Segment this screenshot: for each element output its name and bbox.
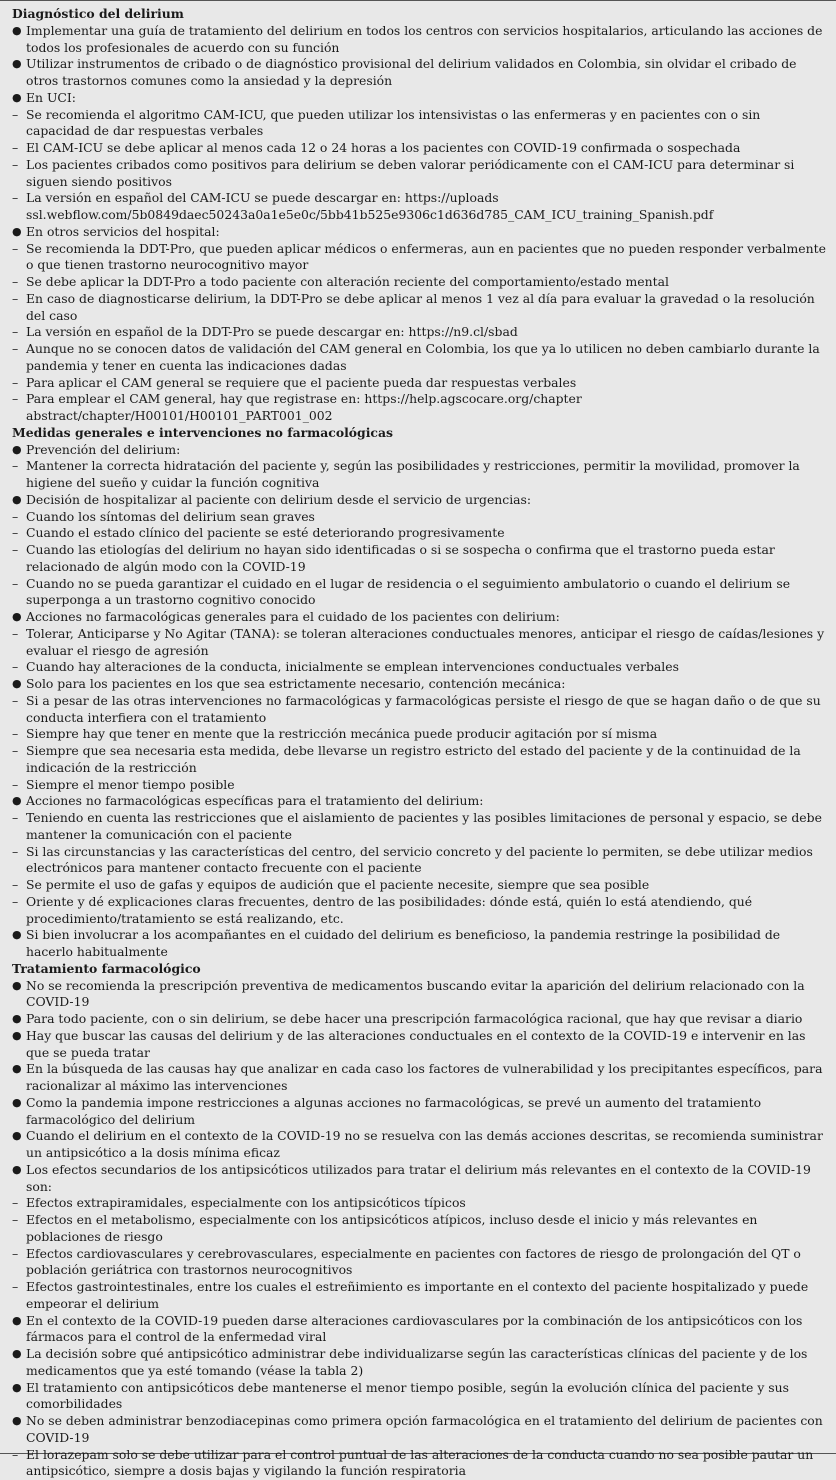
dash-item — [12, 509, 826, 526]
dash-icon: – — [12, 391, 18, 408]
item-text: No se recomienda la prescripción preventiva de medicamentos buscando evitar la aparición del delirium relacionado con la COVID-19 — [26, 978, 805, 1010]
item-text: Como la pandemia impone restricciones a algunas acciones no farmacológicas, se prevé un aumento del tratamiento farmacológico del delirium — [26, 1095, 761, 1127]
dash-icon: – — [12, 1246, 18, 1263]
dash-item — [12, 107, 826, 141]
bullet-icon: ● — [12, 1313, 22, 1330]
dash-item — [12, 324, 826, 341]
item-text: Para aplicar el CAM general se requiere que el paciente pueda dar respuestas verbales — [26, 375, 576, 390]
dash-item — [12, 157, 826, 191]
item-text: La versión en español de la DDT-Pro se puede descargar en: https://n9.cl/sbad — [26, 324, 518, 339]
section-heading: Medidas generales e intervenciones no farmacológicas — [12, 425, 826, 442]
item-text: Se permite el uso de gafas y equipos de audición que el paciente necesite, siempre que sea posible — [26, 877, 649, 892]
item-text: La decisión sobre qué antipsicótico administrar debe individualizarse según las características clínicas del paciente y de los medicamentos que ya esté tomando (véase la tabla 2) — [26, 1346, 807, 1378]
dash-item — [12, 810, 826, 844]
item-text: Si las circunstancias y las características del centro, del servicio concreto y del paciente lo permiten, se debe utilizar medios electrónicos para mantener contacto frecuente con el paciente — [26, 844, 813, 876]
dash-item — [12, 458, 826, 492]
bullet-item — [12, 56, 826, 90]
item-text: En la búsqueda de las causas hay que analizar en cada caso los factores de vulnerabilidad y los precipitantes específicos, para racionalizar al máximo las intervenciones — [26, 1061, 822, 1093]
item-text: Solo para los pacientes en los que sea estrictamente necesario, contención mecánica: — [26, 676, 565, 691]
dash-icon: – — [12, 844, 18, 861]
item-text: El tratamiento con antipsicóticos debe mantenerse el menor tiempo posible, según la evolución clínica del paciente y sus comorbilidades — [26, 1380, 789, 1412]
bullet-icon: ● — [12, 23, 22, 40]
dash-icon: – — [12, 877, 18, 894]
section-heading: Tratamiento farmacológico — [12, 961, 826, 978]
bullet-item — [12, 1128, 826, 1162]
bullet-item — [12, 1162, 826, 1196]
dash-icon: – — [12, 777, 18, 794]
dash-item — [12, 241, 826, 275]
item-text: Cuando hay alteraciones de la conducta, inicialmente se emplean intervenciones conductuales verbales — [26, 659, 679, 674]
item-text: Se recomienda la DDT-Pro, que pueden aplicar médicos o enfermeras, aun en pacientes que no pueden responder verbalmente o que tienen trastorno neurocognitivo mayor — [26, 241, 826, 273]
dash-icon: – — [12, 726, 18, 743]
bullet-item — [12, 1380, 826, 1414]
dash-icon: – — [12, 509, 18, 526]
bullet-icon: ● — [12, 1380, 22, 1397]
item-text: Aunque no se conocen datos de validación del CAM general en Colombia, los que ya lo utilicen no deben cambiarlo durante la pandemia y tener en cuenta las indicaciones dadas — [26, 341, 820, 373]
dash-icon: – — [12, 458, 18, 475]
dash-icon: – — [12, 375, 18, 392]
dash-item — [12, 1447, 826, 1480]
dash-icon: – — [12, 291, 18, 308]
dash-item — [12, 375, 826, 392]
bullet-icon: ● — [12, 676, 22, 693]
bullet-item — [12, 1346, 826, 1380]
dash-icon: – — [12, 157, 18, 174]
dash-item — [12, 844, 826, 878]
bullet-icon: ● — [12, 1162, 22, 1179]
dash-item — [12, 1279, 826, 1313]
item-text: El CAM-ICU se debe aplicar al menos cada 12 o 24 horas a los pacientes con COVID-19 confirmada o sospechada — [26, 140, 740, 155]
item-text: Hay que buscar las causas del delirium y de las alteraciones conductuales en el contexto de la COVID-19 e intervenir en las que se pueda tratar — [26, 1028, 806, 1060]
dash-icon: – — [12, 274, 18, 291]
item-text: Si a pesar de las otras intervenciones no farmacológicas y farmacológicas persiste el riesgo de que se hagan daño o de que su conducta interfiera con el tratamiento — [26, 693, 821, 725]
bullet-item — [12, 1413, 826, 1447]
dash-icon: – — [12, 190, 18, 207]
dash-item — [12, 1195, 826, 1212]
item-text: En otros servicios del hospital: — [26, 224, 220, 239]
recommendations-box — [0, 2, 836, 1454]
dash-icon: – — [12, 324, 18, 341]
dash-item — [12, 1246, 826, 1280]
dash-item — [12, 291, 826, 325]
item-text: Los pacientes cribados como positivos para delirium se deben valorar periódicamente con el CAM-ICU para determinar si siguen siendo positivos — [26, 157, 794, 189]
bullet-item — [12, 492, 826, 509]
dash-item — [12, 777, 826, 794]
item-text: Tolerar, Anticiparse y No Agitar (TANA): se toleran alteraciones conductuales menores, anticipar el riesgo de caídas/lesiones y evaluar el riesgo de agresión — [26, 626, 824, 658]
item-text: Cuando las etiologías del delirium no hayan sido identificadas o si se sospecha o confirma que el trastorno pueda estar relacionado de algún modo con la COVID-19 — [26, 542, 775, 574]
section-heading: Diagnóstico del delirium — [12, 6, 826, 23]
item-text: Prevención del delirium: — [26, 442, 180, 457]
dash-icon: – — [12, 140, 18, 157]
bullet-icon: ● — [12, 224, 22, 241]
bullet-item — [12, 927, 826, 961]
item-text: Efectos cardiovasculares y cerebrovasculares, especialmente en pacientes con factores de riesgo de prolongación del QT o población geriátrica con trastornos neurocognitivos — [26, 1246, 801, 1278]
dash-icon: – — [12, 1279, 18, 1296]
dash-item — [12, 659, 826, 676]
dash-icon: – — [12, 542, 18, 559]
bullet-icon: ● — [12, 1011, 22, 1028]
bullet-icon: ● — [12, 1061, 22, 1078]
dash-item — [12, 190, 826, 224]
bullet-item — [12, 793, 826, 810]
item-text: Los efectos secundarios de los antipsicóticos utilizados para tratar el delirium más relevantes en el contexto de la COVID-19 son: — [26, 1162, 811, 1194]
bullet-item — [12, 1095, 826, 1129]
bullet-item — [12, 1061, 826, 1095]
item-text: El lorazepam solo se debe utilizar para el control puntual de las alteraciones de la conducta cuando no sea posible pautar un antipsicótico, siempre a dosis bajas y vigilando la función respiratoria — [26, 1447, 813, 1479]
dash-item — [12, 726, 826, 743]
dash-icon: – — [12, 1447, 18, 1464]
item-text: Efectos gastrointestinales, entre los cuales el estreñimiento es importante en el contexto del paciente hospitalizado y puede empeorar el delirium — [26, 1279, 808, 1311]
item-text: Oriente y dé explicaciones claras frecuentes, dentro de las posibilidades: dónde está, quién lo está atendiendo, qué procedimiento/tratamiento se está realizando, etc. — [26, 894, 752, 926]
bullet-icon: ● — [12, 442, 22, 459]
bullet-item — [12, 442, 826, 459]
bullet-icon: ● — [12, 492, 22, 509]
dash-icon: – — [12, 1212, 18, 1229]
bullet-icon: ● — [12, 609, 22, 626]
bullet-item — [12, 1028, 826, 1062]
dash-item — [12, 576, 826, 610]
item-text: Utilizar instrumentos de cribado o de diagnóstico provisional del delirium validados en Colombia, sin olvidar el cribado de otros trastornos comunes como la ansiedad y la depresión — [26, 56, 797, 88]
item-text: Se recomienda el algoritmo CAM-ICU, que pueden utilizar los intensivistas o las enfermeras y en pacientes con o sin capacidad de dar respuestas verbales — [26, 107, 760, 139]
item-text: Cuando no se pueda garantizar el cuidado en el lugar de residencia o el seguimiento ambulatorio o cuando el delirium se superponga a un trastorno cognitivo conocido — [26, 576, 790, 608]
item-text: Acciones no farmacológicas generales para el cuidado de los pacientes con delirium: — [26, 609, 560, 624]
item-text: Cuando el delirium en el contexto de la COVID-19 no se resuelva con las demás acciones descritas, se recomienda suministrar un antipsicótico a la dosis mínima eficaz — [26, 1128, 823, 1160]
dash-item — [12, 743, 826, 777]
item-text: Si bien involucrar a los acompañantes en el cuidado del delirium es beneficioso, la pandemia restringe la posibilidad de hacerlo habitualmente — [26, 927, 780, 959]
item-text: Mantener la correcta hidratación del paciente y, según las posibilidades y restricciones, permitir la movilidad, promover la higiene del sueño y cuidar la función cognitiva — [26, 458, 800, 490]
dash-item — [12, 1212, 826, 1246]
dash-icon: – — [12, 659, 18, 676]
bullet-icon: ● — [12, 927, 22, 944]
bullet-item — [12, 1313, 826, 1347]
bullet-icon: ● — [12, 1413, 22, 1430]
item-text: Siempre que sea necesaria esta medida, debe llevarse un registro estricto del estado del paciente y de la continuidad de la indicación de la restricción — [26, 743, 801, 775]
bullet-icon: ● — [12, 90, 22, 107]
bullet-item — [12, 90, 826, 107]
dash-icon: – — [12, 894, 18, 911]
dash-icon: – — [12, 810, 18, 827]
item-text: Teniendo en cuenta las restricciones que el aislamiento de pacientes y las posibles limitaciones de personal y espacio, se debe mantener la comunicación con el paciente — [26, 810, 822, 842]
dash-icon: – — [12, 1195, 18, 1212]
dash-icon: – — [12, 743, 18, 760]
item-text: En UCI: — [26, 90, 76, 105]
item-text: Se debe aplicar la DDT-Pro a todo paciente con alteración reciente del comportamiento/estado mental — [26, 274, 669, 289]
bullet-icon: ● — [12, 793, 22, 810]
item-text: En el contexto de la COVID-19 pueden darse alteraciones cardiovasculares por la combinación de los antipsicóticos con los fármacos para el control de la enfermedad viral — [26, 1313, 802, 1345]
bullet-item — [12, 23, 826, 57]
bullet-item — [12, 609, 826, 626]
item-text: Decisión de hospitalizar al paciente con delirium desde el servicio de urgencias: — [26, 492, 531, 507]
item-text: Para todo paciente, con o sin delirium, se debe hacer una prescripción farmacológica racional, que hay que revisar a diario — [26, 1011, 802, 1026]
dash-item — [12, 626, 826, 660]
dash-item — [12, 693, 826, 727]
item-text: Efectos extrapiramidales, especialmente con los antipsicóticos típicos — [26, 1195, 466, 1210]
dash-icon: – — [12, 576, 18, 593]
bullet-icon: ● — [12, 1028, 22, 1045]
dash-item — [12, 391, 826, 425]
bullet-icon: ● — [12, 1095, 22, 1112]
dash-item — [12, 542, 826, 576]
dash-icon: – — [12, 693, 18, 710]
item-text: La versión en español del CAM-ICU se puede descargar en: https://uploads ssl.webflow.com/5b0849daec50243a0a1e5e0c/5bb41b525e9306c1d636d785_CAM_ICU_training_Spanish.pdf — [26, 190, 713, 222]
top-rule — [0, 0, 836, 1]
dash-item — [12, 894, 826, 928]
bullet-item — [12, 1011, 826, 1028]
item-text: Efectos en el metabolismo, especialmente con los antipsicóticos atípicos, incluso desde el inicio y más relevantes en poblaciones de riesgo — [26, 1212, 757, 1244]
dash-icon: – — [12, 341, 18, 358]
bullet-icon: ● — [12, 56, 22, 73]
item-text: Siempre el menor tiempo posible — [26, 777, 235, 792]
bullet-icon: ● — [12, 1128, 22, 1145]
item-text: Siempre hay que tener en mente que la restricción mecánica puede producir agitación por sí misma — [26, 726, 657, 741]
item-text: Implementar una guía de tratamiento del delirium en todos los centros con servicios hospitalarios, articulando las acciones de todos los profesionales de acuerdo con su función — [26, 23, 822, 55]
item-text: Cuando los síntomas del delirium sean graves — [26, 509, 315, 524]
dash-item — [12, 525, 826, 542]
item-text: Acciones no farmacológicas específicas para el tratamiento del delirium: — [26, 793, 483, 808]
dash-item — [12, 274, 826, 291]
item-text: Para emplear el CAM general, hay que registrase en: https://help.agscocare.org/chapter abstract/chapter/H00101/H00101_PART001_002 — [26, 391, 582, 423]
dash-item — [12, 877, 826, 894]
dash-icon: – — [12, 241, 18, 258]
bullet-icon: ● — [12, 1346, 22, 1363]
dash-icon: – — [12, 525, 18, 542]
bullet-item — [12, 676, 826, 693]
item-text: No se deben administrar benzodiacepinas como primera opción farmacológica en el tratamiento del delirium de pacientes con COVID-19 — [26, 1413, 823, 1445]
dash-icon: – — [12, 107, 18, 124]
dash-icon: – — [12, 626, 18, 643]
bullet-item — [12, 224, 826, 241]
dash-item — [12, 140, 826, 157]
item-text: Cuando el estado clínico del paciente se esté deteriorando progresivamente — [26, 525, 505, 540]
item-text: En caso de diagnosticarse delirium, la DDT-Pro se debe aplicar al menos 1 vez al día para evaluar la gravedad o la resolución del caso — [26, 291, 815, 323]
bullet-item — [12, 978, 826, 1012]
bullet-icon: ● — [12, 978, 22, 995]
dash-item — [12, 341, 826, 375]
